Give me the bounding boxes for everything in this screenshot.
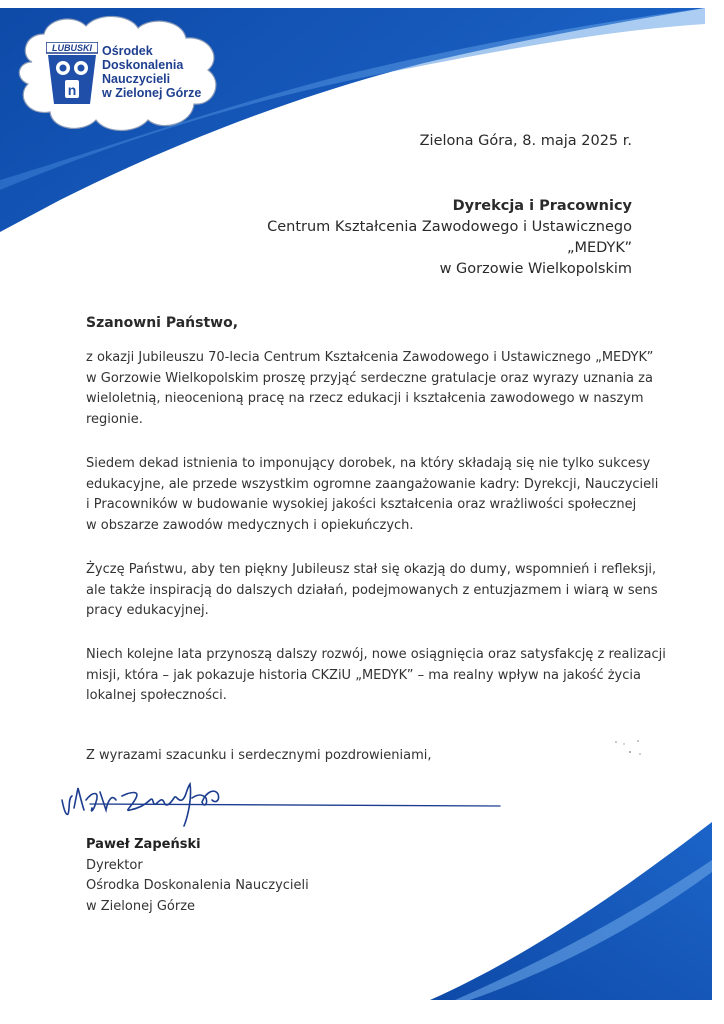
scan-specks [610,738,650,758]
p3-line: Życzę Państwu, aby ten piękny Jubileusz stał się okazją do dumy, wspomnień i refleksji, [86,562,657,577]
letter-date: Zielona Góra, 8. maja 2025 r. [419,133,632,149]
logo-line-2: Doskonalenia [102,58,184,72]
lubuski-logo-icon [46,42,98,106]
recipient-block [267,196,632,280]
p1-line: z okazji Jubileuszu 70-lecia Centrum Kształcenia Zawodowego i Ustawicznego „MEDYK” [86,350,654,365]
logo-line-4: w Zielonej Górze [102,86,202,100]
signer-block [86,835,309,917]
signer-name: Paweł Zapeński [86,837,201,852]
p2-line: w obszarze zawodów medycznych i opiekuńczych. [86,517,414,533]
logo-line-3: Nauczycieli [102,72,171,86]
paragraph-1 [86,348,654,430]
p1-line: wieloletnią, nieocenioną pracę na rzecz edukacji i kształcenia zawodowego w naszym [86,391,644,406]
closing-line: Z wyrazami szacunku i serdecznymi pozdrowieniami, [86,748,432,763]
p2-line: i Pracowników w budowanie wysokiej jakości kształcenia oraz wrażliwości społecznej [86,497,637,512]
paragraph-2 [86,454,659,536]
handwritten-signature [56,770,516,840]
p4-line: lokalnej społeczności. [86,688,227,703]
paragraph-4 [86,645,666,707]
recipient-line-4: w Gorzowie Wielkopolskim [439,261,632,277]
logo-text [102,44,222,100]
paragraph-3 [86,560,658,622]
p4-line: misji, która – jak pokazuje historia CKZiU „MEDYK” – ma realny wpływ na jakość życia [86,667,641,683]
recipient-line-3: „MEDYK” [567,240,632,256]
logo-badge-text: LUBUSKI [52,43,92,53]
signer-title: Dyrektor [86,857,143,873]
p1-line: w Gorzowie Wielkopolskim proszę przyjąć serdeczne gratulacje oraz wyrazy uznania za [86,370,653,386]
p4-line: Niech kolejne lata przynoszą dalszy rozwój, nowe osiągnięcia oraz satysfakcję z realizacji [86,647,666,662]
recipient-line-2: Centrum Kształcenia Zawodowego i Ustawicznego [267,219,632,235]
salutation: Szanowni Państwo, [86,315,239,331]
svg-text:n: n [67,82,77,98]
p1-line: regionie. [86,411,143,427]
recipient-line-1: Dyrekcja i Pracownicy [452,198,632,214]
signer-org-line-2: w Zielonej Górze [86,898,196,914]
signer-org-line-1: Ośrodka Doskonalenia Nauczycieli [86,878,309,893]
p3-line: ale także inspiracją do dalszych działań, podejmowanych z entuzjazmem i wiarą w sens [86,582,658,598]
p3-line: pracy edukacyjnej. [86,603,209,618]
logo-line-1: Ośrodek [102,44,153,58]
p2-line: Siedem dekad istnienia to imponujący dorobek, na który składają się nie tylko sukcesy [86,456,651,471]
p2-line: edukacyjne, ale przede wszystkim ogromne zaangażowanie kadry: Dyrekcji, Nauczycieli [86,476,659,492]
